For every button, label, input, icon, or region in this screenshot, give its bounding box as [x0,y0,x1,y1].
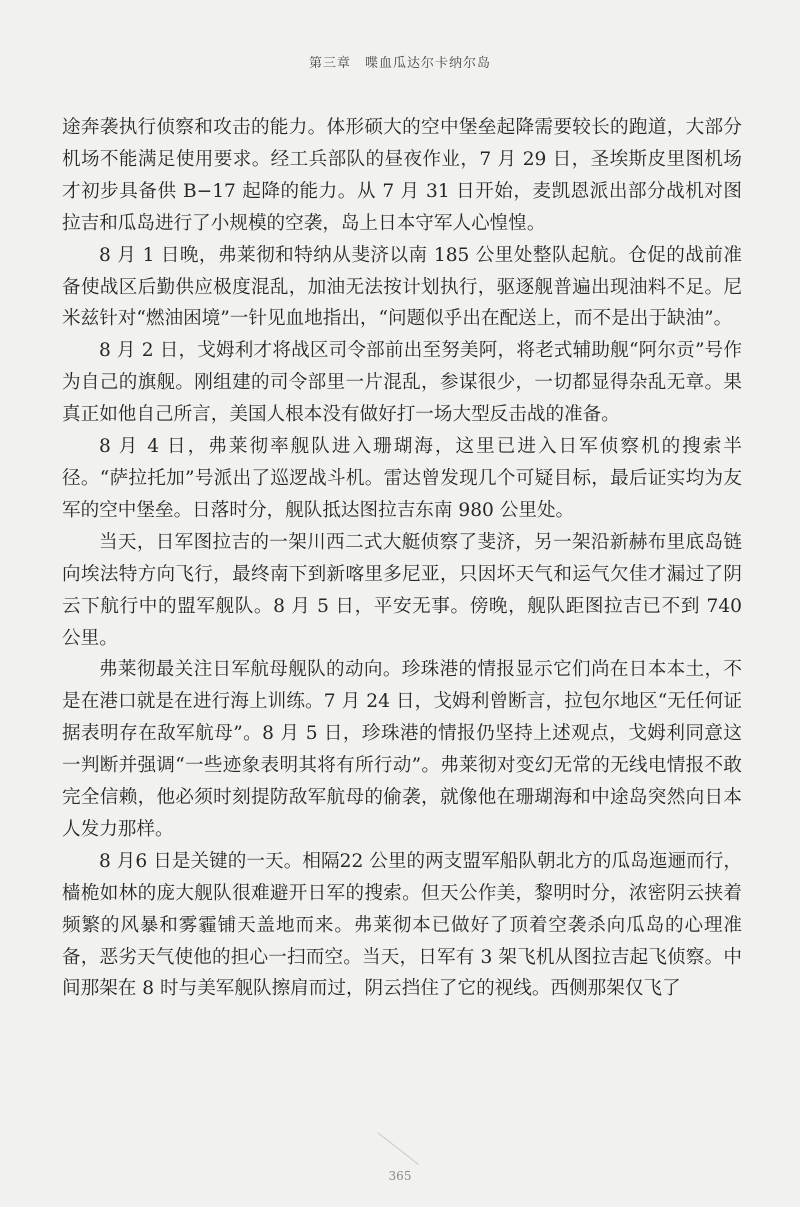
body-text [62,112,742,1005]
paragraph: 8 月 4 日，弗莱彻率舰队进入珊瑚海，这里已进入日军侦察机的搜索半径。“萨拉托加”号派出了巡逻战斗机。雷达曾发现几个可疑目标，最后证实均为友军的空中堡垒。日落时分，舰队抵达图拉吉东南 980 公里处。 [62,436,742,521]
paragraph: 当天，日军图拉吉的一架川西二式大艇侦察了斐济，另一架沿新赫布里底岛链向埃法特方向飞行，最终南下到新喀里多尼亚，只因坏天气和运气欠佳才漏过了阴云下航行中的盟军舰队。8 月 5 日，平安无事。傍晚，舰队距图拉吉已不到 740 公里。 [62,531,742,649]
paragraph: 途奔袭执行侦察和攻击的能力。体形硕大的空中堡垒起降需要较长的跑道，大部分机场不能满足使用要求。经工兵部队的昼夜作业，7 月 29 日，圣埃斯皮里图机场才初步具备供 B−17 起降的能力。从 7 月 31 日开始，麦凯恩派出部分战机对图拉吉和瓜岛进行了小规模的空袭，岛上日本守军人心惶惶。 [62,117,742,234]
paragraph: 8 月 1 日晚，弗莱彻和特纳从斐济以南 185 公里处整队起航。仓促的战前准备使战区后勤供应极度混乱，加油无法按计划执行，驱逐舰普遍出现油料不足。尼米兹针对“燃油困境”一针见血地指出，“问题似乎出在配送上，而不是出于缺油”。 [62,244,742,330]
page-crease [377,1132,419,1165]
paragraph: 8 月6 日是关键的一天。相隔22 公里的两支盟军船队朝北方的瓜岛迤逦而行，樯桅如林的庞大舰队很难避开日军的搜索。但天公作美，黎明时分，浓密阴云挟着频繁的风暴和雾霾铺天盖地而来。弗莱彻本已做好了顶着空袭杀向瓜岛的心理准备，恶劣天气使他的担心一扫而空。当天，日军有 3 架飞机从图拉吉起飞侦察。中间那架在 8 时与美军舰队擦肩而过，阴云挡住了它的视线。西侧那架仅飞了 [62,850,742,1000]
paragraph: 弗莱彻最关注日军航母舰队的动向。珍珠港的情报显示它们尚在日本本土，不是在港口就是在进行海上训练。7 月 24 日，戈姆利曾断言，拉包尔地区“无任何证据表明存在敌军航母”。8 月 5 日，珍珠港的情报仍坚持上述观点，戈姆利同意这一判断并强调“一些迹象表明其将有所行动”。弗莱彻对变幻无常的无线电情报不敢完全信赖，他必须时刻提防敌军航母的偷袭，就像他在珊瑚海和中途岛突然向日本人发力那样。 [62,659,742,840]
page-number: 365 [388,1169,412,1183]
paragraph: 8 月 2 日，戈姆利才将战区司令部前出至努美阿，将老式辅助舰“阿尔贡”号作为自己的旗舰。刚组建的司令部里一片混乱，参谋很少，一切都显得杂乱无章。果真正如他自己所言，美国人根本没有做好打一场大型反击战的准备。 [62,340,742,426]
running-header: 第三章 喋血瓜达尔卡纳尔岛 [308,56,491,71]
